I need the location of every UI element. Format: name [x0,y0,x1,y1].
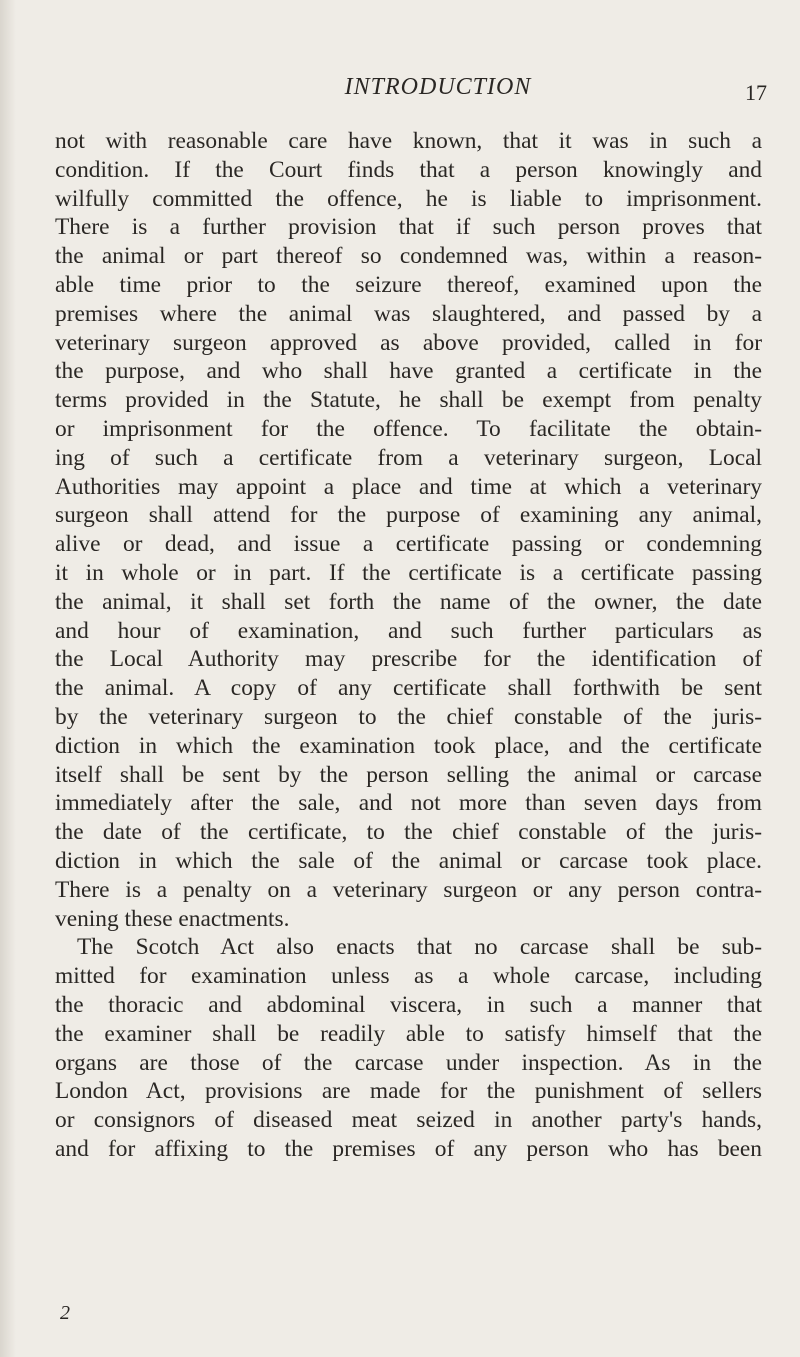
text-line: the thoracic and abdominal viscera, in such a manner that [55,991,762,1018]
text-line: mitted for examination unless as a whole carcase, including [55,963,762,990]
text-line: the animal, it shall set forth the name of the owner, the date [55,588,762,615]
text-line: the animal. A copy of any certificate shall forthwith be sent [55,675,762,702]
signature-mark: 2 [60,1302,70,1324]
text-line: not with reasonable care have known, that it was in such a [55,128,762,154]
page-gutter [0,0,16,1357]
text-line: the purpose, and who shall have granted a certificate in the [55,358,762,385]
text-line: terms provided in the Statute, he shall be exempt from penalty [55,387,762,414]
body-text [55,127,762,1164]
text-line: it in whole or in part. If the certificate is a certificate passing [55,559,762,586]
text-line: and hour of examination, and such further particulars as [55,617,762,644]
text-line: veterinary surgeon approved as above provided, called in for [55,329,762,356]
text-line: Authorities may appoint a place and time at which a veterinary [55,473,762,500]
text-line: diction in which the examination took place, and the certificate [55,732,762,759]
text-line: or consignors of diseased meat seized in another party's hands, [55,1107,762,1134]
text-line: and for affixing to the premises of any person who has been [55,1135,762,1162]
text-line: wilfully committed the offence, he is liable to imprisonment. [55,185,762,212]
text-line: by the veterinary surgeon to the chief constable of the juris- [55,703,762,730]
text-line: or imprisonment for the offence. To facilitate the obtain- [55,415,762,442]
running-title: INTRODUCTION [344,74,532,100]
text-line: the animal or part thereof so condemned was, within a reason- [55,243,762,270]
text-line: the examiner shall be readily able to satisfy himself that the [55,1020,762,1047]
text-line: ing of such a certificate from a veterinary surgeon, Local [55,444,762,471]
text-line: There is a further provision that if such person proves that [55,214,762,241]
text-line: diction in which the sale of the animal or carcase took place. [55,847,762,874]
text-line: London Act, provisions are made for the punishment of sellers [55,1078,762,1105]
paragraph-end-line: vening these enactments. [55,905,290,932]
text-line: There is a penalty on a veterinary surgeon or any person contra- [55,876,762,903]
text-line: immediately after the sale, and not more than seven days from [55,790,762,817]
text-line: surgeon shall attend for the purpose of examining any animal, [55,502,762,529]
text-line: the date of the certificate, to the chief constable of the juris- [55,819,762,846]
text-line: premises where the animal was slaughtered, and passed by a [55,300,762,327]
paragraph-start-line: The Scotch Act also enacts that no carcase shall be sub- [77,934,762,961]
text-line: organs are those of the carcase under inspection. As in the [55,1049,762,1076]
text-line: able time prior to the seizure thereof, examined upon the [55,271,762,298]
page-number: 17 [745,80,767,105]
text-line: itself shall be sent by the person selling the animal or carcase [55,761,762,788]
text-line: condition. If the Court finds that a person knowingly and [55,156,762,183]
running-head [0,74,800,108]
text-line: alive or dead, and issue a certificate passing or condemning [55,531,762,558]
text-line: the Local Authority may prescribe for the identification of [55,646,762,673]
